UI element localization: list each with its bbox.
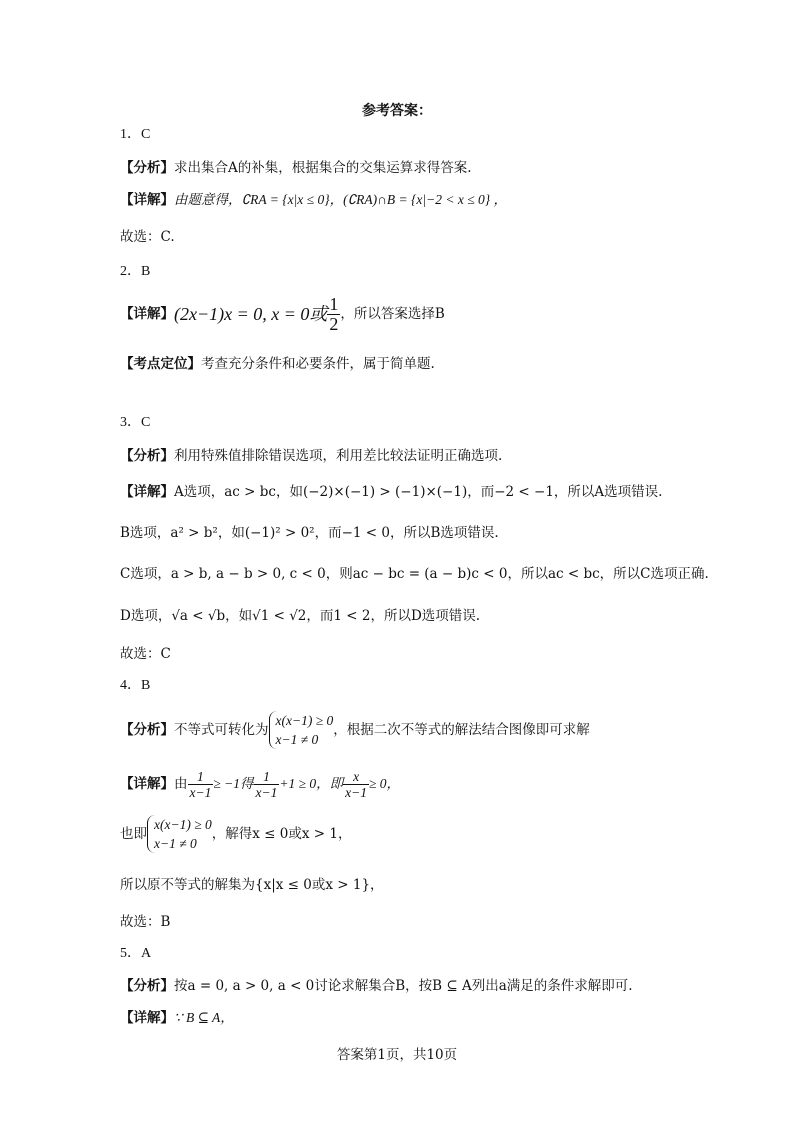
q4-mid-2: +1 ≥ 0，即 [279, 776, 344, 791]
q4-yeji: 也即 [120, 826, 147, 842]
fraction-denominator: x−1 [189, 784, 212, 800]
q3-line-b: B选项，a² > b²，如(−1)² > 0²，而−1 < 0，所以B选项错误. [120, 525, 499, 541]
fraction-numerator: x [343, 769, 369, 785]
q3-conclusion: 故选：C [120, 646, 171, 662]
key-point-tag: 【考点定位】 [120, 356, 201, 372]
q2-detail-tail: ，所以答案选择B [340, 306, 445, 322]
q4-analysis [120, 708, 590, 752]
detail-tag: 【详解】 [120, 306, 174, 322]
q1-detail-text: 由题意得，∁RA = {x|x ≤ 0}，(∁RA)∩B = {x|−2 < x ≤ 0} ， [174, 192, 508, 207]
detail-tag: 【详解】 [120, 1010, 174, 1026]
q4-conclusion: 故选：B [120, 914, 171, 930]
fraction-denominator: x−1 [255, 784, 278, 800]
fraction-numerator: 1 [188, 769, 214, 785]
question-4-answer: 4．B [120, 678, 151, 693]
q5-detail-text: ∵ B ⊆ A， [174, 1010, 234, 1025]
q2-key-point-text: 考查充分条件和必要条件，属于简单题. [201, 356, 435, 372]
q4-fraction-3 [343, 769, 369, 800]
q4-mid-3: ≥ 0， [369, 776, 401, 791]
q3-detail-a [120, 482, 662, 502]
q3-analysis-text: 利用特殊值排除错误选项，利用差比较法证明正确选项. [174, 448, 503, 464]
q1-detail [120, 190, 507, 210]
q1-conclusion: 故选：C. [120, 229, 175, 245]
q4-you: 由 [174, 776, 188, 792]
detail-tag: 【详解】 [120, 484, 174, 500]
question-5-answer: 5．A [120, 946, 152, 961]
q4-fraction-1 [188, 769, 214, 800]
system-row-1: x(x−1) ≥ 0 [154, 817, 212, 832]
q1-analysis [120, 158, 472, 178]
q5-detail [120, 1008, 234, 1028]
question-2-answer: 2．B [120, 264, 151, 279]
q4-analysis-tail: ，根据二次不等式的解法结合图像即可求解 [333, 722, 590, 738]
q1-analysis-text: 求出集合A的补集，根据集合的交集运算求得答案. [174, 160, 472, 176]
detail-tag: 【详解】 [120, 776, 174, 792]
system-row-2: x−1 ≠ 0 [275, 732, 319, 747]
q4-system [269, 711, 334, 749]
question-1-answer: 1．C [120, 127, 151, 142]
detail-tag: 【详解】 [120, 192, 174, 208]
analysis-tag: 【分析】 [120, 448, 174, 464]
fraction-numerator: 1 [254, 769, 280, 785]
analysis-tag: 【分析】 [120, 978, 174, 994]
q2-key-point [120, 354, 435, 374]
system-row-2: x−1 ≠ 0 [154, 836, 197, 851]
q4-also [120, 812, 351, 856]
q5-analysis-text: 按a = 0, a > 0, a < 0讨论求解集合B，按B ⊆ A列出a满足的条件求解即可. [174, 978, 633, 994]
q3-analysis [120, 446, 502, 466]
q3-line-a: A选项，ac > bc，如(−2)×(−1) > (−1)×(−1)，而−2 < −1，所以A选项错误. [174, 484, 663, 500]
fraction-denominator: x−1 [345, 784, 368, 800]
q3-line-c: C选项，a > b, a − b > 0, c < 0，则ac − bc = (a − b)c < 0，所以ac < bc，所以C选项正确. [120, 566, 709, 582]
q5-analysis [120, 976, 633, 996]
q2-detail [120, 295, 445, 333]
q4-analysis-head: 不等式可转化为 [174, 722, 269, 738]
analysis-tag: 【分析】 [120, 160, 174, 176]
q4-mid-1: ≥ −1得 [213, 776, 254, 791]
q3-line-d: D选项，√a < √b，如√1 < √2，而1 < 2，所以D选项错误. [120, 608, 481, 624]
q4-system-2 [147, 815, 212, 853]
page-title: 参考答案： [362, 103, 432, 119]
fraction-denominator: 2 [329, 313, 339, 334]
fraction-numerator: 1 [329, 293, 339, 314]
q4-detail [120, 764, 400, 804]
q4-yeji-tail: ，解得x ≤ 0或x > 1， [211, 826, 352, 842]
q4-solution: 所以原不等式的解集为{x|x ≤ 0或x > 1}， [120, 877, 384, 893]
page-footer: 答案第1页，共10页 [336, 1047, 458, 1063]
system-row-1: x(x−1) ≥ 0 [275, 713, 334, 728]
q2-formula: (2x−1)x = 0, x = 0或 [174, 304, 328, 324]
q4-fraction-2 [254, 769, 280, 800]
q2-fraction [327, 295, 340, 334]
question-3-answer: 3．C [120, 415, 151, 430]
analysis-tag: 【分析】 [120, 722, 174, 738]
